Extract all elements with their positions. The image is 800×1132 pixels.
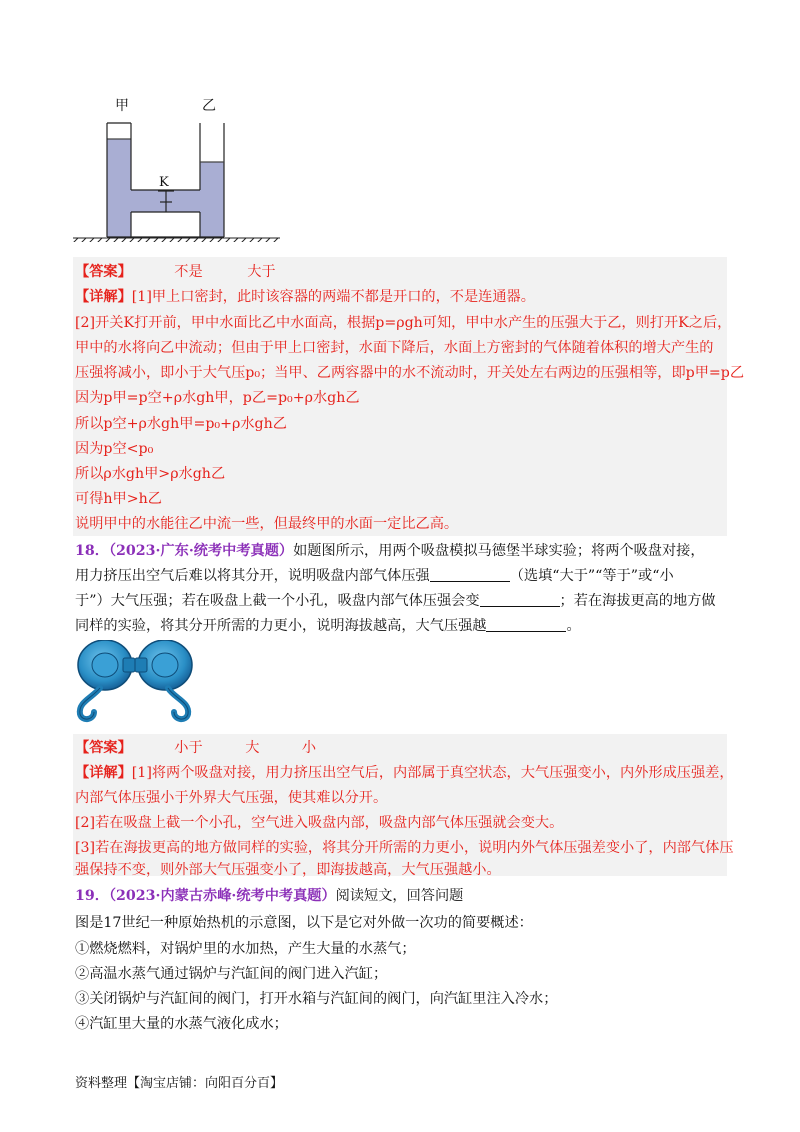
q17-detail-line-3: 甲中的水将向乙中流动；但由于甲上口密封，水面下降后，水面上方密封的气体随着体积的增大产生的 <box>75 340 714 356</box>
label-k: K <box>159 175 169 190</box>
q18-text-3b: ；若在海拔更高的地方做 <box>559 593 716 609</box>
q18-line-2 <box>75 566 674 586</box>
blank-3[interactable] <box>486 617 566 632</box>
q18-line-3 <box>75 591 716 611</box>
q18-detail-line-5: 强保持不变，则外部大气压强变小了，即海拔越高，大气压强越小。 <box>75 862 501 878</box>
q19-line-2: 图是17世纪一种原始热机的示意图，以下是它对外做一次功的简要概述： <box>75 915 533 931</box>
q17-detail-line-2: [2]开关K打开前，甲中水面比乙中水面高，根据p=ρgh可知，甲中水产生的压强大于乙，则打开K之后， <box>75 315 732 331</box>
q17-detail-line-10: 说明甲中的水能往乙中流一些，但最终甲的水面一定比乙高。 <box>75 516 459 532</box>
q17-detail-line-8: 所以ρ水gh甲>ρ水gh乙 <box>75 466 226 482</box>
q18-detail-line-4: [3]若在海拔更高的地方做同样的实验，将其分开所需的力更小，说明内外气体压强差变小了，内部气体压 <box>75 840 734 856</box>
q17-answer-2: 大于 <box>247 264 276 280</box>
q19-line-4: ②高温水蒸气通过锅炉与汽缸间的阀门进入汽缸； <box>75 966 388 982</box>
q17-detail-line-6: 所以p空+ρ水gh甲=p₀+ρ水gh乙 <box>75 416 287 432</box>
q18-detail-line-3: [2]若在吸盘上截一个小孔，空气进入吸盘内部，吸盘内部气体压强就会变大。 <box>75 815 564 831</box>
q17-answer-1: 不是 <box>174 264 203 280</box>
q17-detail-line-5: 因为p甲=p空+ρ水gh甲，p乙=p₀+ρ水gh乙 <box>75 390 360 406</box>
q17-detail-line-4: 压强将减小，即小于大气压p₀；当甲、乙两容器中的水不流动时，开关处左右两边的压强相等，即p甲=p乙 <box>75 365 745 381</box>
q18-answer-3: 小 <box>301 740 317 756</box>
connected-vessels-figure <box>70 92 285 242</box>
q18-text-3a: 于”）大气压强；若在吸盘上截一个小孔，吸盘内部气体压强会变 <box>75 593 480 609</box>
q19-line-6: ④汽缸里大量的水蒸气液化成水； <box>75 1016 288 1032</box>
q18-text-2a: 用力挤压出空气后难以将其分开，说明吸盘内部气体压强 <box>75 568 430 584</box>
suction-cup-right <box>135 640 192 719</box>
q18-answer-2: 大 <box>245 740 260 756</box>
q18-text-2b: （选填“大于”“等于”或“小 <box>509 568 674 584</box>
q18-answer-line <box>75 738 316 758</box>
q17-detail-line-9: 可得h甲>h乙 <box>75 491 162 507</box>
q18-line-1 <box>75 541 705 561</box>
q17-answer-line <box>75 262 276 282</box>
q19-line-1 <box>75 886 463 906</box>
suction-cup-left <box>78 640 135 719</box>
q18-source: （2023·广东·统考中考真题） <box>108 543 294 559</box>
q18-line-4 <box>75 616 581 636</box>
q19-number: 19． <box>75 888 109 904</box>
q18-number: 18． <box>75 543 109 559</box>
blank-1[interactable] <box>430 567 510 582</box>
q17-detail-line-7: 因为p空<p₀ <box>75 441 154 457</box>
label-jia: 甲 <box>115 98 129 114</box>
blank-2[interactable] <box>480 592 560 607</box>
detail-text: [1]甲上口密封，此时该容器的两端不都是开口的，不是连通器。 <box>131 289 535 305</box>
q18-answer-1: 小于 <box>174 740 203 756</box>
detail-label: 【详解】 <box>75 289 132 305</box>
q18-text-4b: 。 <box>566 618 581 634</box>
detail-label: 【详解】 <box>75 765 132 781</box>
suction-cups-figure <box>70 640 200 725</box>
q19-line-3: ①燃烧燃料，对锅炉里的水加热，产生大量的水蒸气； <box>75 941 416 957</box>
answer-label: 【答案】 <box>75 740 132 756</box>
detail-text: [1]将两个吸盘对接，用力挤压出空气后，内部属于真空状态，大气压强变小，内外形成压强差， <box>131 765 734 781</box>
q19-source: （2023·内蒙古赤峰·统考中考真题） <box>108 888 336 904</box>
q17-detail-line-1 <box>75 287 535 307</box>
answer-label: 【答案】 <box>75 264 132 280</box>
q19-line-5: ③关闭锅炉与汽缸间的阀门，打开水箱与汽缸间的阀门，向汽缸里注入冷水； <box>75 991 558 1007</box>
label-yi: 乙 <box>202 98 216 114</box>
ground <box>73 238 280 242</box>
footer: 资料整理【淘宝店铺：向阳百分百】 <box>75 1076 284 1091</box>
q19-text-1: 阅读短文，回答问题 <box>335 888 464 904</box>
q18-detail-line-2: 内部气体压强小于外界大气压强，使其难以分开。 <box>75 790 388 806</box>
q18-text-4a: 同样的实验，将其分开所需的力更小，说明海拔越高，大气压强越 <box>75 618 487 634</box>
q18-detail-line-1 <box>75 763 734 783</box>
q18-text-1: 如题图所示，用两个吸盘模拟马德堡半球实验；将两个吸盘对接， <box>293 543 705 559</box>
